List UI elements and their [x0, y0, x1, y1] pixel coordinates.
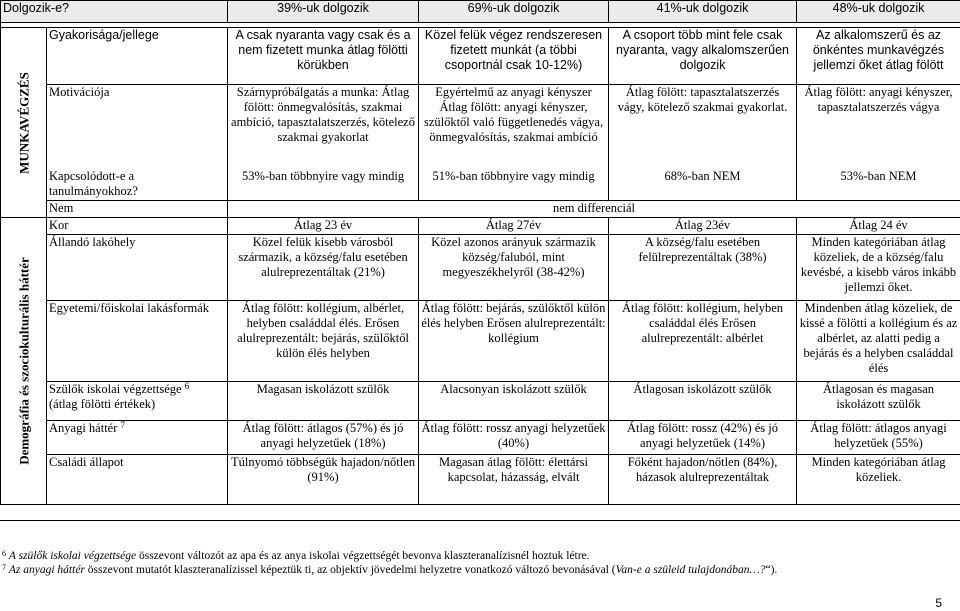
footnotes: [0, 520, 960, 577]
page-number: 5: [935, 596, 942, 610]
table-row: [1, 169, 960, 201]
table-cell: Minden kategóriában átlag közeliek.: [797, 455, 960, 505]
row-label: Gyakorisága/jellege: [47, 28, 228, 85]
table-row: [1, 382, 960, 421]
table-cell: Közel felük kisebb városból származik, a község/falu esetében alulreprezentáltak (21%): [228, 235, 419, 301]
row-label: Anyagi háttér $^7$: [47, 421, 228, 455]
table-cell: Átlag fölött: rossz (42%) és jó anyagi helyzetűek (14%): [609, 421, 797, 455]
table-cell: Minden kategóriában átlag közeliek, de a község/falu kevésbé, a kisebb város inkább jellemzi őket.: [797, 235, 960, 301]
table-cell: 53%-ban többnyire vagy mindig: [228, 169, 419, 201]
table-cell: Átlag 27év: [419, 218, 609, 235]
table-cell: Túlnyomó többségük hajadon/nőtlen (91%): [228, 455, 419, 505]
table-cell: Magasan átlag fölött: élettársi kapcsolat, házasság, elvált: [419, 455, 609, 505]
table-cell: A csak nyaranta vagy csak és a nem fizetett munka átlag fölötti körükben: [228, 28, 419, 85]
table-row: [1, 28, 960, 85]
table-cell: Átlag fölött: átlagos anyagi helyzetűek (55%): [797, 421, 960, 455]
section-label-demography: Demográfia és szociokulturális háttér: [1, 218, 47, 505]
table-cell: Szárnypróbálgatás a munka: Átlag fölött: önmegvalósítás, szakmai ambíció, tapasztalatszerzés, kötelező szakmai gyakorlat: [228, 85, 419, 169]
table-cell: Magasan iskolázott szülők: [228, 382, 419, 421]
footnote-ref: 6: [184, 381, 190, 391]
row-label: Kor: [47, 218, 228, 235]
table-cell: Alacsonyan iskolázott szülők: [419, 382, 609, 421]
header-cluster-2: 69%-uk dolgozik: [419, 1, 609, 23]
row-label: Egyetemi/főiskolai lakásformák: [47, 301, 228, 382]
table-cell: Átlagosan és magasan iskolázott szülők: [797, 382, 960, 421]
table-cell: Átlag fölött: kollégium, helyben családdal élés Erősen alulreprezentált: albérlet: [609, 301, 797, 382]
table-row: [1, 235, 960, 301]
header-question: Dolgozik-e?: [1, 1, 228, 23]
header-cluster-3: 41%-uk dolgozik: [609, 1, 797, 23]
table-row: [1, 421, 960, 455]
table-cell: Átlag 23év: [609, 218, 797, 235]
table-cell: 68%-ban NEM: [609, 169, 797, 201]
table-cell: 51%-ban többnyire vagy mindig: [419, 169, 609, 201]
table-cell: A csoport több mint fele csak nyaranta, vagy alkalomszerűen dolgozik: [609, 28, 797, 85]
header-cluster-1: 39%-uk dolgozik: [228, 1, 419, 23]
row-label: Kapcsolódott-e a tanulmányokhoz?: [47, 169, 228, 201]
table-cell: Közel felük végez rendszeresen fizetett munkát (a többi csoportnál csak 10-12%): [419, 28, 609, 85]
table-cell-merged: nem differenciál: [228, 201, 960, 218]
table-cell: Átlag fölött: kollégium, albérlet, helyben családdal élés. Erősen alulreprezentált: bejárás, szülőktől külön élés helyben: [228, 301, 419, 382]
table-cell: Főként hajadon/nőtlen (84%), házasok alulreprezentáltak: [609, 455, 797, 505]
table-cell: 53%-ban NEM: [797, 169, 960, 201]
table-row: [1, 301, 960, 382]
table-row: [1, 218, 960, 235]
header-row: [1, 1, 960, 23]
table-row: [1, 85, 960, 169]
table-cell: Átlag 24 év: [797, 218, 960, 235]
table-cell: Átlag fölött: tapasztalatszerzés vágy, kötelező szakmai gyakorlat.: [609, 85, 797, 169]
table-cell: A község/falu esetében felülreprezentáltak (38%): [609, 235, 797, 301]
row-label: Szülők iskolai végzettsége $^6$ (átlag fölötti értékek): [47, 382, 228, 421]
table-row: [1, 455, 960, 505]
row-label: Nem: [47, 201, 228, 218]
footnote-6: $^6$ A szülők iskolai végzettsége összevont változót az apa és az anya iskolai végzettségét bevonva klaszteranalízisnél hoztuk létre.: [2, 549, 590, 562]
footnote-7: $^7$ Az anyagi háttér összevont mutatót klaszteranalízissel képeztük ti, az objektív jövedelmi helyzetre vonatkozó változó bevonásával (Van-e a szüleid tulajdonában…?“).: [2, 563, 778, 576]
footnote-ref: 7: [120, 420, 126, 430]
table-cell: Az alkalomszerű és az önkéntes munkavégzés jellemzi őket átlag fölött: [797, 28, 960, 85]
table-cell: Átlag fölött: anyagi kényszer, tapasztalatszerzés vágya: [797, 85, 960, 169]
table-cell: Egyértelmű az anyagi kényszer Átlag fölött: anyagi kényszer, szülőktől való függetlenedés vágya, önmegvalósítás, szakmai ambíció: [419, 85, 609, 169]
row-label: Motivációja: [47, 85, 228, 169]
table-cell: Mindenben átlag közeliek, de kissé a fölötti a kollégium és az albérlet, az alatti pedig a bejárás és a helyben családdal élés: [797, 301, 960, 382]
table-cell: Átlag fölött: átlagos (57%) és jó anyagi helyzetűek (18%): [228, 421, 419, 455]
table-row: [1, 201, 960, 218]
table-cell: Átlag fölött: rossz anyagi helyzetűek (40%): [419, 421, 609, 455]
section-label-work: MUNKAVÉGZÉS: [1, 28, 47, 218]
table-cell: Átlag fölött: bejárás, szülőktől külön élés helyben Erősen alulreprezentált: kollégium: [419, 301, 609, 382]
row-label: Állandó lakóhely: [47, 235, 228, 301]
table-cell: Átlagosan iskolázott szülők: [609, 382, 797, 421]
row-label: Családi állapot: [47, 455, 228, 505]
header-cluster-4: 48%-uk dolgozik: [797, 1, 960, 23]
table-cell: Átlag 23 év: [228, 218, 419, 235]
table-cell: Közel azonos arányuk származik község/faluból, mint megyeszékhelyről (38-42%): [419, 235, 609, 301]
